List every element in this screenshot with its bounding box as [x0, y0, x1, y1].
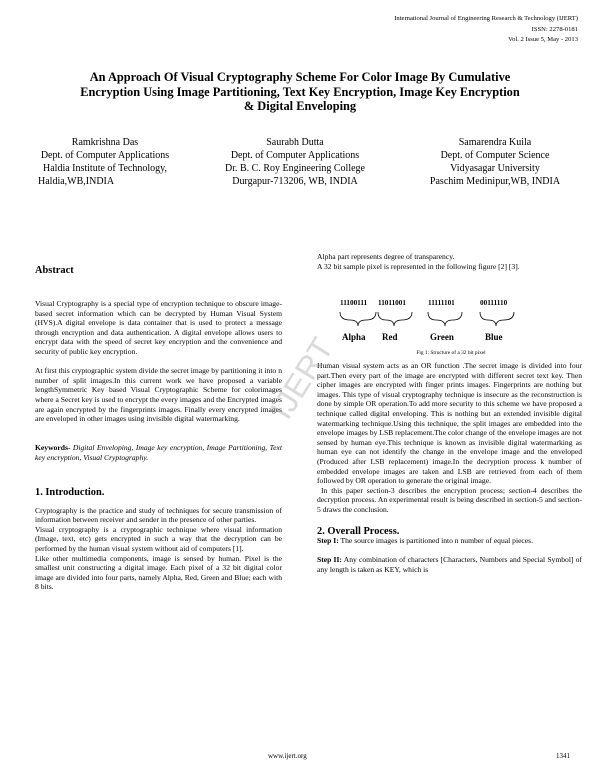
title-line: & Digital Enveloping	[243, 99, 357, 114]
blue-label: Blue	[485, 332, 503, 342]
pixel-structure-figure	[320, 294, 582, 364]
intro-paragraph: Cryptography is the practice and study of techniques for secure transmission of information between receiver and sender in the presence of other parties.	[35, 505, 282, 525]
author-place: Paschim Medinipur,WB, INDIA	[429, 176, 561, 187]
author-block-1	[35, 136, 175, 188]
overall-process-heading: 2. Overall Process.	[317, 525, 400, 537]
blue-bits: 00111110	[480, 299, 508, 307]
red-brace	[378, 312, 412, 326]
alpha-label: Alpha	[342, 332, 366, 342]
keywords-label: Keywords-	[35, 442, 71, 452]
author-institution: Haldia Institute of Technology,	[43, 163, 167, 174]
author-name: Ramkrishna Das	[71, 137, 139, 148]
journal-volume: Vol. 2 Issue 5, May - 2013	[508, 36, 578, 43]
keywords-text: Digital Enveloping, Image key encryption, Image Partitioning, Text key encryption, Visual Cryptography.	[35, 442, 282, 462]
red-bits: 11011001	[378, 299, 406, 307]
journal-name: International Journal of Engineering Research & Technology (IJERT)	[394, 15, 578, 22]
blue-brace	[480, 312, 514, 326]
abstract-heading: Abstract	[35, 265, 74, 276]
title-line: An Approach Of Visual Cryptography Scheme For Color Image By Cumulative	[89, 70, 511, 84]
author-institution: Dr. B. C. Roy Engineering College	[225, 163, 365, 174]
brace-lines	[320, 294, 582, 334]
title-line: Encryption Using Image Partitioning, Text Key Encryption, Image Key Encryption	[80, 84, 520, 99]
right-column-body	[317, 361, 582, 574]
footer-url[interactable]: www.ijert.org	[268, 752, 307, 760]
figure-caption: Fig 1: Structure of a 32 bit pixel	[416, 350, 486, 356]
step-2-text: Any combination of characters [Characters, Numbers and Special Symbol] of any length is taken as KEY, which is	[317, 555, 582, 574]
author-name: Saurabh Dutta	[266, 137, 324, 148]
step-1-text: The source images is partitioned into n number of equal pieces.	[340, 536, 534, 546]
keywords	[35, 443, 282, 462]
ijert-watermark: IJERT	[263, 331, 341, 426]
abstract-paragraph: At first this cryptographic system divide the secret image by partitioning it into n number of split images.In this current work we have proposed a variable lengthSymmetric Key based Visual Cryptographic Scheme for colorimages where a Secret key is used to encrypt the every images and the Encrypted images are again encrypted by the fingerprints images. Finally every encrypted images are enveloped in other images using invisible digital watermarking.	[35, 366, 282, 424]
author-name: Samarendra Kuila	[458, 137, 532, 148]
author-place: Durgapur-713206, WB, INDIA	[232, 176, 358, 187]
hvs-paragraph: Human visual system acts as an OR function .The secret image is divided into four part.Then every part of the image are encrypted with different secret text key. Then cipher images are encrypted with finger prints images. Fingerprints are nothing but images. This type of visual cryptography technique is insecure as the reconstruction is done by simple OR operation.To add more security to this scheme we have proposed a technique called digital enveloping. This is nothing but an extended invisible digital watermarking technique.Using this technique, the split images are embedded into the envelope images by LSB replacement.The color change of the envelope images are not sensed by human eye.This technique is known as invisible digital watermarking as human eye can not identify the change in the envelope image and the enveloped (Produced after LSB replacement) image.In the decryption process k number of embedded envelope images are taken and LSB are retrieved from each of them followed by OR operation to generate the original image.	[317, 361, 582, 486]
step-1-label: Step I:	[317, 536, 339, 546]
step-1	[317, 536, 582, 546]
alpha-note: Alpha part represents degree of transparency.	[317, 252, 455, 261]
figure-intro: A 32 bit sample pixel is represented in the following figure [2] [3].	[317, 261, 520, 271]
journal-header	[394, 14, 578, 46]
left-column	[35, 299, 282, 592]
author-dept: Dept. of Computer Applications	[40, 150, 170, 161]
step-2-label: Step II:	[317, 555, 342, 565]
page-number: 1341	[556, 752, 570, 760]
green-bits: 11111101	[428, 299, 455, 307]
abstract-heading-wrap	[35, 266, 282, 276]
abstract-paragraph: Visual Cryptography is a special type of encryption technique to obscure image-based secret information which can be decrypted by Human Visual System (HVS).A digital envelope is data container that is used to protect a message through encryption and data authentication. A digital envelope allows users to encrypt data with the speed of secret key encryption and the convenience and security of public key encryption.	[35, 299, 282, 356]
green-label: Green	[430, 332, 454, 342]
intro-paragraph: Like other multimedia components, image is sensed by human. Pixel is the smallest unit constructing a digital image. Each pixel of a 32 bit digital color image are divided into four parts, namely Alpha, Red, Green and Blue; each with 8 bits.	[35, 553, 282, 592]
intro-paragraph: Visual cryptography is a cryptographic technique where visual information (Image, text, etc) gets encrypted in such a way that the decryption can be performed by the human visual system without aid of computers [1].	[35, 524, 282, 554]
journal-issn: ISSN: 2278-0181	[531, 25, 578, 33]
right-column-top	[317, 252, 582, 271]
paper-title	[50, 70, 550, 114]
green-brace	[428, 312, 462, 326]
author-dept: Dept. of Computer Science	[440, 150, 550, 161]
author-block-3	[410, 136, 580, 188]
author-block-2	[210, 136, 380, 188]
alpha-brace	[340, 312, 376, 326]
red-label: Red	[382, 332, 398, 342]
author-place: Haldia,WB,INDIA	[38, 176, 115, 187]
paper-structure-paragraph: In this paper section-3 describes the encryption process; section-4 describes the decryption process. An experimental result is being described in section-5 and section-5 draws the conclusion.	[317, 485, 582, 514]
author-institution: Vidyasagar University	[450, 163, 540, 174]
introduction-heading: 1. Introduction.	[35, 487, 105, 499]
alpha-bits: 11100111	[340, 299, 368, 307]
step-2	[317, 555, 582, 574]
author-dept: Dept. of Computer Applications	[230, 150, 360, 161]
